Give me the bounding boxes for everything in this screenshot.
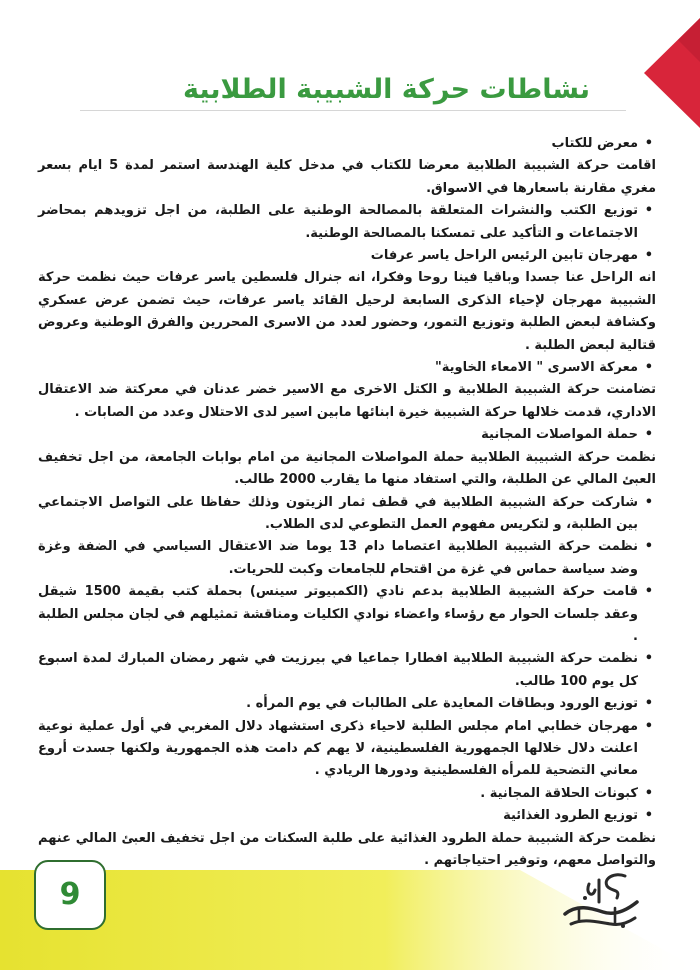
page-number: 9 — [34, 860, 106, 930]
bullet-haircut-coupons: • كبونات الحلاقة المجانية . — [38, 783, 656, 805]
paragraph-book-fair: اقامت حركة الشبيبة الطلابية معرضا للكتاب في مدخل كلية الهندسة استمر لمدة 5 ايام بسعر مغري مقارنة باسعارها في الاسواق. — [38, 158, 656, 196]
bullet-heading-food-parcels: • توزيع الطرود الغذائية — [38, 805, 656, 827]
bullet-womens-day: • توزيع الورود وبطاقات المعايدة على الطالبات في يوم المرأه . — [38, 693, 656, 715]
page-title: نشاطات حركة الشبيبة الطلابية — [182, 74, 590, 105]
bullet-books-distribution: • توزيع الكتب والنشرات المتعلقة بالمصالحة الوطنية على الطلبة، من اجل تزويدهم بمحاضر الاجتماعات و التأكيد على تمسكنا بالمصالحة الوطنية. — [38, 200, 656, 245]
bullet-heading-free-transport: • حملة المواصلات المجانية — [38, 424, 656, 446]
bullet-computer-club: • قامت حركة الشبيبة الطلابية بدعم نادي (الكمبيوتر سينس) بحملة كتب بقيمة 1500 شيقل وعقد جلسات الحوار مع رؤساء واعضاء نوادي الكليات ومناقشة تمثيلهم في لجان مجلس الطلبة . — [38, 581, 656, 648]
paragraph-arafat-festival: انه الراحل عنا جسدا وباقيا فينا روحا وفكرا، انه جنرال فلسطين ياسر عرفات حيث نظمت حركة الشبيبة مهرجان لإحياء الذكرى السابعة لرحيل القائد ياسر عرفات، حيث تضمن عرض عسكري وكشافة لبعض الطلبة وتوزيع التمور، وحضور لعدد من الاسرى المحررين والفرق الوطنية وعروض قتالية لبعض الطلبة . — [38, 270, 656, 353]
bullet-sit-in: • نظمت حركة الشبيبة الطلابية اعتصاما دام 13 يوما ضد الاعتقال السياسي في الضفة وغزة وضد سياسة حماس في غزة من اقتحام للجامعات وكبت للحريات. — [38, 536, 656, 581]
bullet-heading-book-fair: • معرض للكتاب — [38, 133, 656, 155]
activities-content — [38, 133, 656, 872]
paragraph-free-transport: نظمت حركة الشبيبة الطلابية حملة المواصلات المجانية من امام بوابات الجامعة، من اجل تخفيف العبئ المالي عن الطلبة، والتي استفاد منها ما يقارب 2000 طالب. — [38, 449, 656, 488]
paragraph-food-parcels: نظمت حركة الشبيبة حملة الطرود الغذائية على طلبة السكنات من اجل تخفيف العبئ المالي عنهم والتواصل معهم، وتوفير احتياجاتهم . — [38, 830, 656, 868]
paragraph-prisoners-battle: تضامنت حركة الشبيبة الطلابية و الكتل الاخرى مع الاسير خضر عدنان في معركتة ضد الاعتقال الاداري، قدمت خلالها حركة الشبيبة خيرة ابنائها مابين اسير لدى الاحتلال وعدد من الصابات . — [38, 382, 656, 420]
title-divider — [80, 110, 626, 111]
logo — [555, 868, 645, 932]
bullet-olive-harvest: • شاركت حركة الشبيبة الطلابية في قطف ثمار الزيتون وذلك حفاظا على التواصل الاجتماعي بين الطلبة، و لتكريس مفهوم العمل التطوعي لدى الطلاب. — [38, 492, 656, 537]
bullet-iftar: • نظمت حركة الشبيبة الطلابية افطارا جماعيا في بيرزيت في شهر رمضان المبارك لمدة اسبوع كل يوم 100 طالب. — [38, 648, 656, 693]
corner-decoration — [638, 18, 700, 128]
bullet-heading-prisoners-battle: • معركة الاسرى " الامعاء الخاوية" — [38, 357, 656, 379]
bullet-heading-arafat-festival: • مهرجان تابين الرئيس الراحل ياسر عرفات — [38, 245, 656, 267]
bullet-dalal-festival: • مهرجان خطابي امام مجلس الطلبة لاحياء ذكرى استشهاد دلال المغربي في أول عملية نوعية اعلنت دلال خلالها الجمهورية الفلسطينية، لا يهم كم دامت هذه الجمهورية ولكنها جسدت أروع معاني التضحية للمرأه الفلسطينية ودورها الريادي . — [38, 716, 656, 783]
